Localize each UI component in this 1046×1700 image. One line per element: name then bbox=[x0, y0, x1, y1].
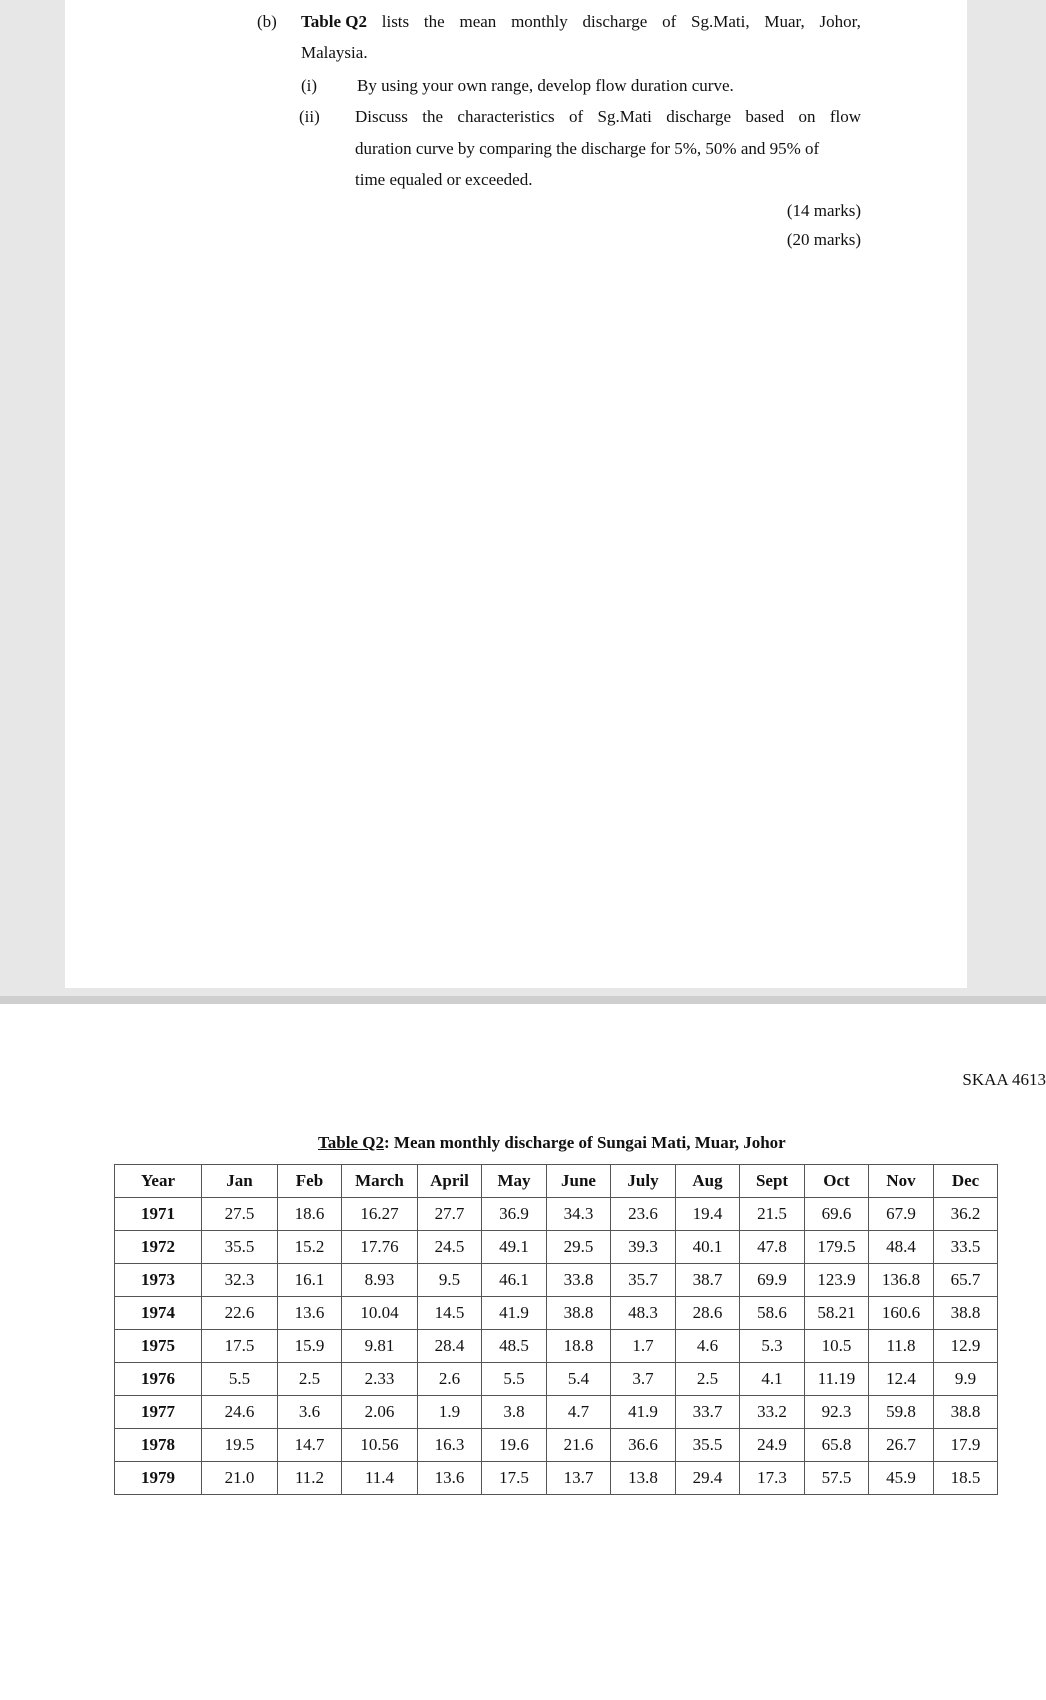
discharge-cell: 28.6 bbox=[676, 1297, 740, 1330]
column-header: Jan bbox=[202, 1165, 278, 1198]
discharge-cell: 12.4 bbox=[869, 1363, 934, 1396]
discharge-cell: 19.5 bbox=[202, 1429, 278, 1462]
discharge-cell: 38.8 bbox=[547, 1297, 611, 1330]
discharge-cell: 58.6 bbox=[740, 1297, 805, 1330]
discharge-cell: 14.7 bbox=[278, 1429, 342, 1462]
question-word: the bbox=[422, 107, 444, 126]
discharge-cell: 41.9 bbox=[611, 1396, 676, 1429]
discharge-cell: 48.4 bbox=[869, 1231, 934, 1264]
question-word: the bbox=[423, 12, 445, 31]
discharge-cell: 1.7 bbox=[611, 1330, 676, 1363]
question-word: Muar, bbox=[764, 12, 805, 31]
discharge-cell: 36.2 bbox=[934, 1198, 998, 1231]
question-word: Sg.Mati, bbox=[691, 12, 750, 31]
table-row bbox=[115, 1363, 998, 1396]
discharge-cell: 4.7 bbox=[547, 1396, 611, 1429]
discharge-cell: 27.7 bbox=[418, 1198, 482, 1231]
discharge-cell: 17.5 bbox=[202, 1330, 278, 1363]
discharge-cell: 16.27 bbox=[342, 1198, 418, 1231]
discharge-cell: 32.3 bbox=[202, 1264, 278, 1297]
discharge-cell: 33.7 bbox=[676, 1396, 740, 1429]
discharge-cell: 17.5 bbox=[482, 1462, 547, 1495]
discharge-cell: 19.6 bbox=[482, 1429, 547, 1462]
table-row bbox=[115, 1396, 998, 1429]
discharge-cell: 16.1 bbox=[278, 1264, 342, 1297]
discharge-cell: 47.8 bbox=[740, 1231, 805, 1264]
discharge-cell: 24.6 bbox=[202, 1396, 278, 1429]
discharge-cell: 38.8 bbox=[934, 1297, 998, 1330]
discharge-cell: 35.5 bbox=[202, 1231, 278, 1264]
column-header: Year bbox=[115, 1165, 202, 1198]
discharge-cell: 21.6 bbox=[547, 1429, 611, 1462]
discharge-table bbox=[114, 1164, 998, 1495]
discharge-cell: 10.5 bbox=[805, 1330, 869, 1363]
sub-i-text: By using your own range, develop flow duration curve. bbox=[357, 76, 734, 95]
discharge-cell: 18.6 bbox=[278, 1198, 342, 1231]
sub-ii-line-2: duration curve by comparing the discharge for 5%, 50% and 95% of bbox=[355, 139, 820, 158]
question-word: on bbox=[798, 107, 816, 126]
year-cell: 1978 bbox=[115, 1429, 202, 1462]
discharge-cell: 26.7 bbox=[869, 1429, 934, 1462]
discharge-cell: 33.2 bbox=[740, 1396, 805, 1429]
discharge-cell: 35.7 bbox=[611, 1264, 676, 1297]
column-header: March bbox=[342, 1165, 418, 1198]
discharge-cell: 179.5 bbox=[805, 1231, 869, 1264]
column-header: Nov bbox=[869, 1165, 934, 1198]
discharge-cell: 34.3 bbox=[547, 1198, 611, 1231]
discharge-cell: 13.6 bbox=[278, 1297, 342, 1330]
question-word: Johor, bbox=[819, 12, 861, 31]
year-cell: 1977 bbox=[115, 1396, 202, 1429]
year-cell: 1974 bbox=[115, 1297, 202, 1330]
course-code: SKAA 4613 bbox=[962, 1070, 1046, 1089]
discharge-cell: 12.9 bbox=[934, 1330, 998, 1363]
discharge-cell: 28.4 bbox=[418, 1330, 482, 1363]
discharge-cell: 38.7 bbox=[676, 1264, 740, 1297]
table-caption-text: : Mean monthly discharge of Sungai Mati, Muar, Johor bbox=[383, 1133, 786, 1152]
table-caption-label: Table Q2 bbox=[318, 1133, 384, 1152]
discharge-cell: 5.5 bbox=[482, 1363, 547, 1396]
part-label: (b) bbox=[257, 12, 277, 31]
discharge-cell: 11.19 bbox=[805, 1363, 869, 1396]
table-row bbox=[115, 1429, 998, 1462]
discharge-cell: 29.5 bbox=[547, 1231, 611, 1264]
column-header: July bbox=[611, 1165, 676, 1198]
discharge-cell: 5.3 bbox=[740, 1330, 805, 1363]
discharge-cell: 24.9 bbox=[740, 1429, 805, 1462]
discharge-cell: 2.6 bbox=[418, 1363, 482, 1396]
column-header: Sept bbox=[740, 1165, 805, 1198]
discharge-cell: 15.2 bbox=[278, 1231, 342, 1264]
discharge-cell: 67.9 bbox=[869, 1198, 934, 1231]
table-row bbox=[115, 1462, 998, 1495]
sub-ii-line-1 bbox=[355, 107, 861, 127]
discharge-cell: 35.5 bbox=[676, 1429, 740, 1462]
discharge-cell: 48.3 bbox=[611, 1297, 676, 1330]
discharge-cell: 9.81 bbox=[342, 1330, 418, 1363]
discharge-cell: 3.8 bbox=[482, 1396, 547, 1429]
discharge-cell: 39.3 bbox=[611, 1231, 676, 1264]
marks-1: (14 marks) bbox=[786, 201, 861, 220]
question-word: Sg.Mati bbox=[597, 107, 652, 126]
year-cell: 1973 bbox=[115, 1264, 202, 1297]
table-caption bbox=[318, 1133, 786, 1153]
discharge-cell: 2.5 bbox=[278, 1363, 342, 1396]
discharge-cell: 1.9 bbox=[418, 1396, 482, 1429]
discharge-cell: 18.8 bbox=[547, 1330, 611, 1363]
discharge-cell: 46.1 bbox=[482, 1264, 547, 1297]
discharge-cell: 5.4 bbox=[547, 1363, 611, 1396]
question-word: discharge bbox=[582, 12, 648, 31]
discharge-cell: 27.5 bbox=[202, 1198, 278, 1231]
table-header-row bbox=[115, 1165, 998, 1198]
discharge-cell: 69.9 bbox=[740, 1264, 805, 1297]
discharge-cell: 65.8 bbox=[805, 1429, 869, 1462]
discharge-cell: 13.6 bbox=[418, 1462, 482, 1495]
discharge-cell: 58.21 bbox=[805, 1297, 869, 1330]
discharge-cell: 11.4 bbox=[342, 1462, 418, 1495]
discharge-cell: 19.4 bbox=[676, 1198, 740, 1231]
discharge-cell: 11.8 bbox=[869, 1330, 934, 1363]
question-word: lists bbox=[381, 12, 410, 31]
discharge-cell: 65.7 bbox=[934, 1264, 998, 1297]
column-header: June bbox=[547, 1165, 611, 1198]
discharge-cell: 9.5 bbox=[418, 1264, 482, 1297]
discharge-cell: 2.06 bbox=[342, 1396, 418, 1429]
discharge-cell: 41.9 bbox=[482, 1297, 547, 1330]
table-row bbox=[115, 1198, 998, 1231]
question-word: Discuss bbox=[355, 107, 408, 126]
sub-i-label: (i) bbox=[301, 76, 318, 95]
sub-ii-line-3: time equaled or exceeded. bbox=[355, 170, 533, 189]
discharge-cell: 29.4 bbox=[676, 1462, 740, 1495]
question-word: monthly bbox=[511, 12, 568, 31]
year-cell: 1975 bbox=[115, 1330, 202, 1363]
discharge-cell: 160.6 bbox=[869, 1297, 934, 1330]
column-header: May bbox=[482, 1165, 547, 1198]
discharge-cell: 17.9 bbox=[934, 1429, 998, 1462]
discharge-cell: 9.9 bbox=[934, 1363, 998, 1396]
discharge-cell: 21.5 bbox=[740, 1198, 805, 1231]
year-cell: 1971 bbox=[115, 1198, 202, 1231]
discharge-cell: 16.3 bbox=[418, 1429, 482, 1462]
discharge-cell: 33.8 bbox=[547, 1264, 611, 1297]
discharge-cell: 59.8 bbox=[869, 1396, 934, 1429]
discharge-cell: 69.6 bbox=[805, 1198, 869, 1231]
discharge-cell: 17.76 bbox=[342, 1231, 418, 1264]
year-cell: 1972 bbox=[115, 1231, 202, 1264]
discharge-cell: 21.0 bbox=[202, 1462, 278, 1495]
column-header: Dec bbox=[934, 1165, 998, 1198]
discharge-cell: 38.8 bbox=[934, 1396, 998, 1429]
table-row bbox=[115, 1330, 998, 1363]
column-header: Oct bbox=[805, 1165, 869, 1198]
discharge-cell: 23.6 bbox=[611, 1198, 676, 1231]
discharge-cell: 15.9 bbox=[278, 1330, 342, 1363]
question-word: discharge bbox=[666, 107, 732, 126]
discharge-cell: 3.7 bbox=[611, 1363, 676, 1396]
discharge-cell: 92.3 bbox=[805, 1396, 869, 1429]
discharge-cell: 36.9 bbox=[482, 1198, 547, 1231]
question-line-2: Malaysia. bbox=[301, 43, 368, 62]
discharge-cell: 123.9 bbox=[805, 1264, 869, 1297]
discharge-cell: 49.1 bbox=[482, 1231, 547, 1264]
discharge-cell: 2.33 bbox=[342, 1363, 418, 1396]
question-word: based bbox=[745, 107, 785, 126]
discharge-cell: 5.5 bbox=[202, 1363, 278, 1396]
year-cell: 1976 bbox=[115, 1363, 202, 1396]
discharge-cell: 18.5 bbox=[934, 1462, 998, 1495]
discharge-cell: 13.8 bbox=[611, 1462, 676, 1495]
question-word: mean bbox=[459, 12, 497, 31]
discharge-cell: 45.9 bbox=[869, 1462, 934, 1495]
discharge-cell: 36.6 bbox=[611, 1429, 676, 1462]
question-word: flow bbox=[829, 107, 861, 126]
discharge-cell: 3.6 bbox=[278, 1396, 342, 1429]
discharge-cell: 17.3 bbox=[740, 1462, 805, 1495]
table-row bbox=[115, 1231, 998, 1264]
page-separator bbox=[0, 996, 1046, 1004]
discharge-cell: 13.7 bbox=[547, 1462, 611, 1495]
discharge-cell: 40.1 bbox=[676, 1231, 740, 1264]
discharge-cell: 24.5 bbox=[418, 1231, 482, 1264]
discharge-cell: 10.56 bbox=[342, 1429, 418, 1462]
discharge-cell: 57.5 bbox=[805, 1462, 869, 1495]
discharge-cell: 14.5 bbox=[418, 1297, 482, 1330]
column-header: Aug bbox=[676, 1165, 740, 1198]
year-cell: 1979 bbox=[115, 1462, 202, 1495]
discharge-cell: 4.1 bbox=[740, 1363, 805, 1396]
discharge-cell: 136.8 bbox=[869, 1264, 934, 1297]
discharge-cell: 10.04 bbox=[342, 1297, 418, 1330]
discharge-cell: 48.5 bbox=[482, 1330, 547, 1363]
discharge-cell: 11.2 bbox=[278, 1462, 342, 1495]
sub-ii-label: (ii) bbox=[299, 107, 320, 126]
discharge-cell: 22.6 bbox=[202, 1297, 278, 1330]
discharge-cell: 4.6 bbox=[676, 1330, 740, 1363]
column-header: Feb bbox=[278, 1165, 342, 1198]
discharge-cell: 2.5 bbox=[676, 1363, 740, 1396]
table-reference: Table Q2 bbox=[301, 12, 367, 31]
question-word: characteristics bbox=[457, 107, 555, 126]
question-line-1 bbox=[301, 12, 861, 32]
column-header: April bbox=[418, 1165, 482, 1198]
question-word: of bbox=[662, 12, 677, 31]
table-row bbox=[115, 1264, 998, 1297]
marks-2: (20 marks) bbox=[786, 230, 861, 249]
discharge-cell: 33.5 bbox=[934, 1231, 998, 1264]
discharge-cell: 8.93 bbox=[342, 1264, 418, 1297]
table-row bbox=[115, 1297, 998, 1330]
question-word: of bbox=[568, 107, 584, 126]
